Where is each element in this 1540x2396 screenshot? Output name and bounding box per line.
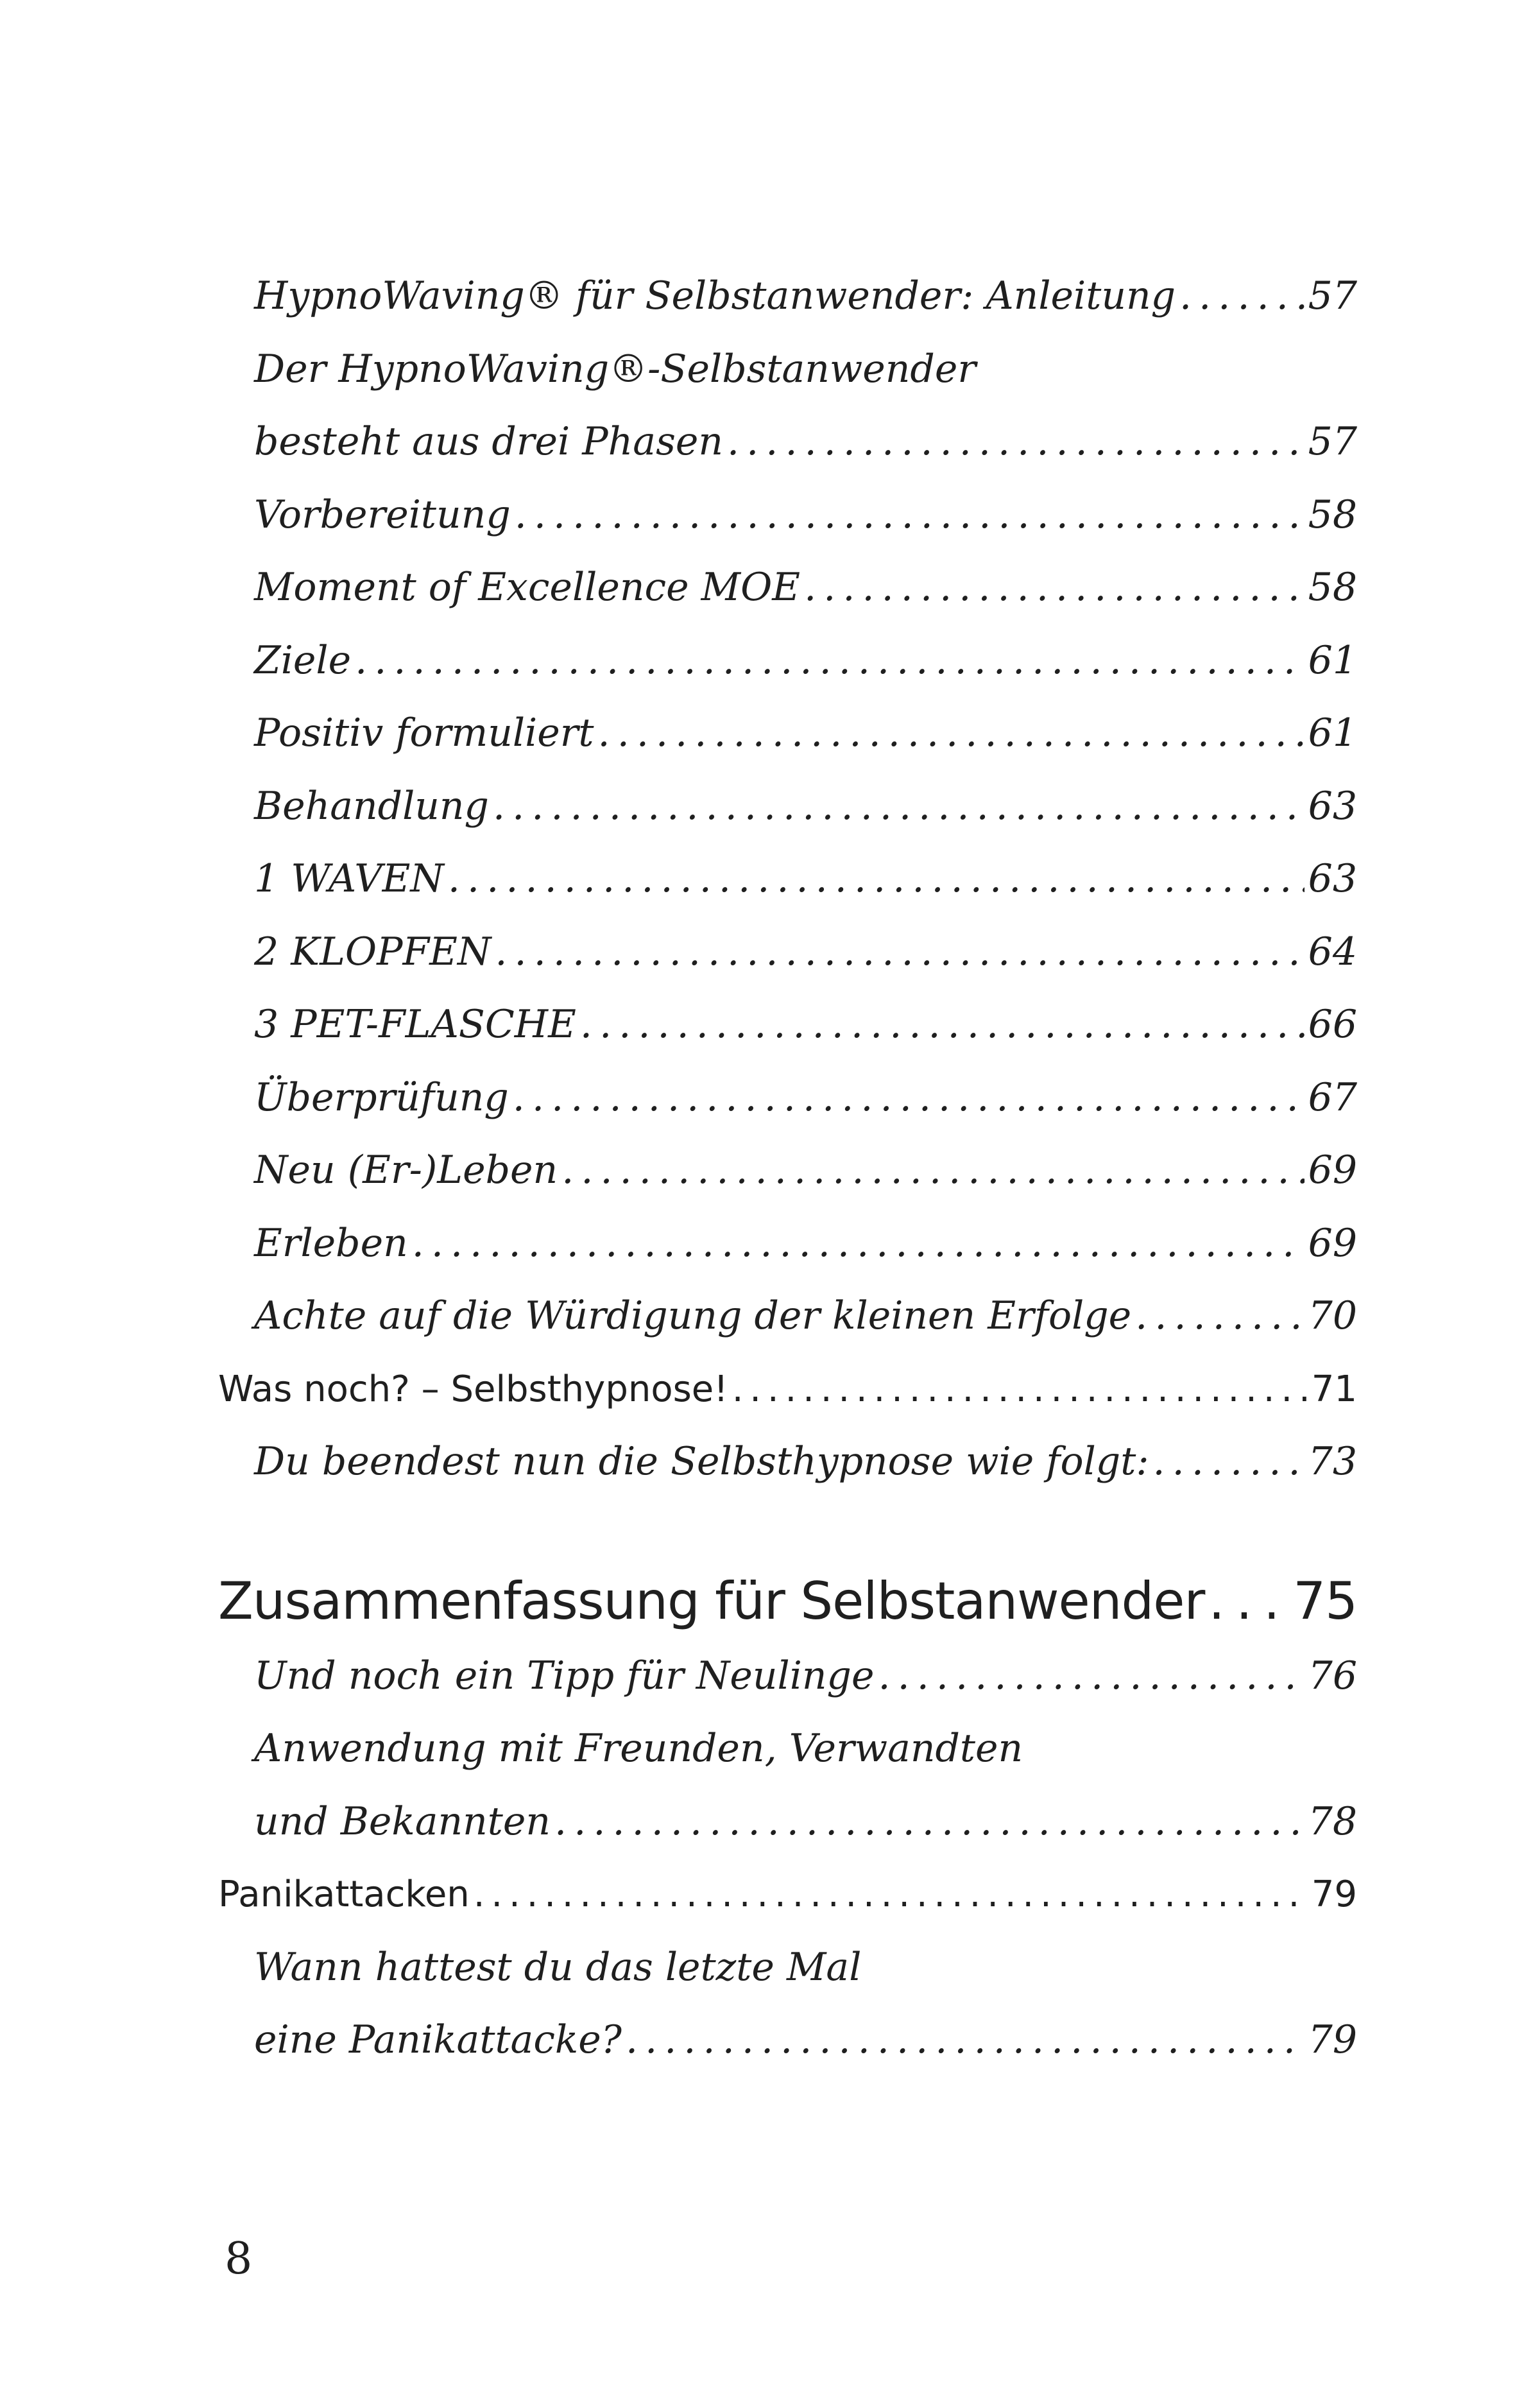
toc-entry <box>218 406 1357 479</box>
toc-entry <box>218 1786 1357 1859</box>
toc-chapter-title: Zusammenfassung für Selbstanwender <box>218 1571 1205 1631</box>
toc-leader-dots <box>495 916 1304 989</box>
toc-entry-title: Ziele <box>254 637 352 683</box>
toc-entry <box>218 333 1357 406</box>
toc-entry <box>218 916 1357 989</box>
page-number: 8 <box>225 2234 253 2284</box>
toc-entry-title: eine Panikattacke? <box>254 2017 622 2062</box>
toc-entry <box>218 1134 1357 1207</box>
toc-leader-dots <box>878 1640 1304 1713</box>
toc-entry-page: 71 <box>1311 1368 1357 1410</box>
toc-entry <box>218 2004 1357 2077</box>
toc-entry-title: Neu (Er-)Leben <box>254 1148 558 1193</box>
toc-leader-dots <box>598 697 1305 770</box>
toc-leader-dots <box>727 406 1305 479</box>
toc-entry-title: und Bekannten <box>254 1798 551 1844</box>
toc-chapter-entry <box>218 1563 1357 1640</box>
toc-entry <box>218 843 1357 916</box>
toc-entry-title: 1 WAVEN <box>254 856 444 901</box>
toc-entry <box>218 260 1357 333</box>
toc-entry <box>218 697 1357 770</box>
toc-entry-title: Und noch ein Tipp für Neulinge <box>254 1653 875 1698</box>
toc-leader-dots <box>732 1353 1308 1426</box>
toc-leader-dots <box>1135 1280 1304 1353</box>
toc-entry-title: 2 KLOPFEN <box>254 929 492 974</box>
toc-entry-title: Vorbereitung <box>254 492 511 537</box>
toc-chapter-page: 75 <box>1293 1571 1357 1631</box>
toc-entry <box>218 1931 1357 2004</box>
toc-entry <box>218 479 1357 552</box>
toc-entry <box>218 1712 1357 1786</box>
toc-entry-title: Moment of Excellence MOE <box>254 565 801 610</box>
toc-entry-title: besteht aus drei Phasen <box>254 419 724 464</box>
toc-entry <box>218 551 1357 625</box>
toc-leader-dots <box>493 770 1305 843</box>
toc-leader-dots <box>412 1207 1305 1280</box>
toc-section-entry <box>218 1353 1357 1426</box>
toc-entry <box>218 770 1357 843</box>
toc-entry-page: 69 <box>1308 1220 1357 1266</box>
toc-entry-page: 78 <box>1308 1798 1357 1844</box>
toc-leader-dots <box>804 551 1305 625</box>
toc-entry-title: Der HypnoWaving®-Selbstanwender <box>254 346 977 392</box>
toc-entry-page: 79 <box>1311 1874 1357 1915</box>
toc-entry-page: 64 <box>1308 929 1357 974</box>
toc-entry-page: 61 <box>1308 711 1357 755</box>
toc-entry-title: Panikattacken <box>218 1874 470 1915</box>
toc-leader-dots <box>474 1858 1308 1931</box>
toc-entry-page: 63 <box>1308 783 1357 829</box>
toc-entry <box>218 1280 1357 1353</box>
toc-entry-title: Anwendung mit Freunden, Verwandten <box>254 1726 1023 1771</box>
toc-entry-title: Überprüfung <box>254 1074 509 1120</box>
toc-entry-page: 58 <box>1308 565 1357 610</box>
toc-section-entry <box>218 1858 1357 1931</box>
toc-entry <box>218 1062 1357 1135</box>
toc-entry-page: 63 <box>1308 856 1357 901</box>
toc-entry-page: 76 <box>1308 1653 1357 1698</box>
toc-leader-dots <box>1179 260 1305 333</box>
toc-entry <box>218 988 1357 1062</box>
toc-entry-page: 70 <box>1308 1293 1357 1338</box>
toc-entry-title: 3 PET-FLASCHE <box>254 1002 576 1047</box>
toc-entry-title: Du beendest nun die Selbsthypnose wie folgt: <box>254 1439 1149 1484</box>
toc-entry-title: Wann hattest du das letzte Mal <box>254 1944 862 1990</box>
toc-entry-title: Was noch? – Selbsthypnose! <box>218 1368 728 1410</box>
toc-entry-page: 69 <box>1308 1148 1357 1193</box>
toc-entry-title: Behandlung <box>254 783 489 829</box>
toc-leader-dots <box>515 479 1305 552</box>
toc-leader-dots <box>513 1062 1305 1135</box>
toc-leader-dots <box>1153 1426 1305 1499</box>
toc-entry-page: 61 <box>1308 637 1357 683</box>
toc-leader-dots <box>580 988 1305 1062</box>
toc-leader-dots <box>554 1786 1305 1859</box>
toc-leader-dots <box>561 1134 1304 1207</box>
toc-entry-page: 73 <box>1308 1439 1357 1484</box>
toc-entry <box>218 1426 1357 1499</box>
toc-entry-page: 66 <box>1308 1002 1357 1047</box>
table-of-contents <box>218 260 1357 2077</box>
toc-entry-title: Positiv formuliert <box>254 711 594 755</box>
toc-entry-title: HypnoWaving® für Selbstanwender: Anleitung <box>254 273 1176 318</box>
toc-leader-dots <box>626 2004 1305 2077</box>
toc-entry-title: Achte auf die Würdigung der kleinen Erfolge <box>254 1293 1132 1338</box>
toc-entry-page: 58 <box>1308 492 1357 537</box>
toc-entry <box>218 1207 1357 1280</box>
toc-entry-page: 57 <box>1308 419 1357 464</box>
toc-entry-page: 79 <box>1308 2017 1357 2062</box>
toc-entry-page: 67 <box>1308 1074 1357 1120</box>
toc-leader-dots <box>1208 1563 1289 1640</box>
toc-leader-dots <box>448 843 1305 916</box>
toc-entry <box>218 625 1357 698</box>
toc-leader-dots <box>355 625 1305 698</box>
toc-entry-page: 57 <box>1308 273 1357 318</box>
toc-entry <box>218 1640 1357 1713</box>
toc-entry-title: Erleben <box>254 1220 408 1266</box>
